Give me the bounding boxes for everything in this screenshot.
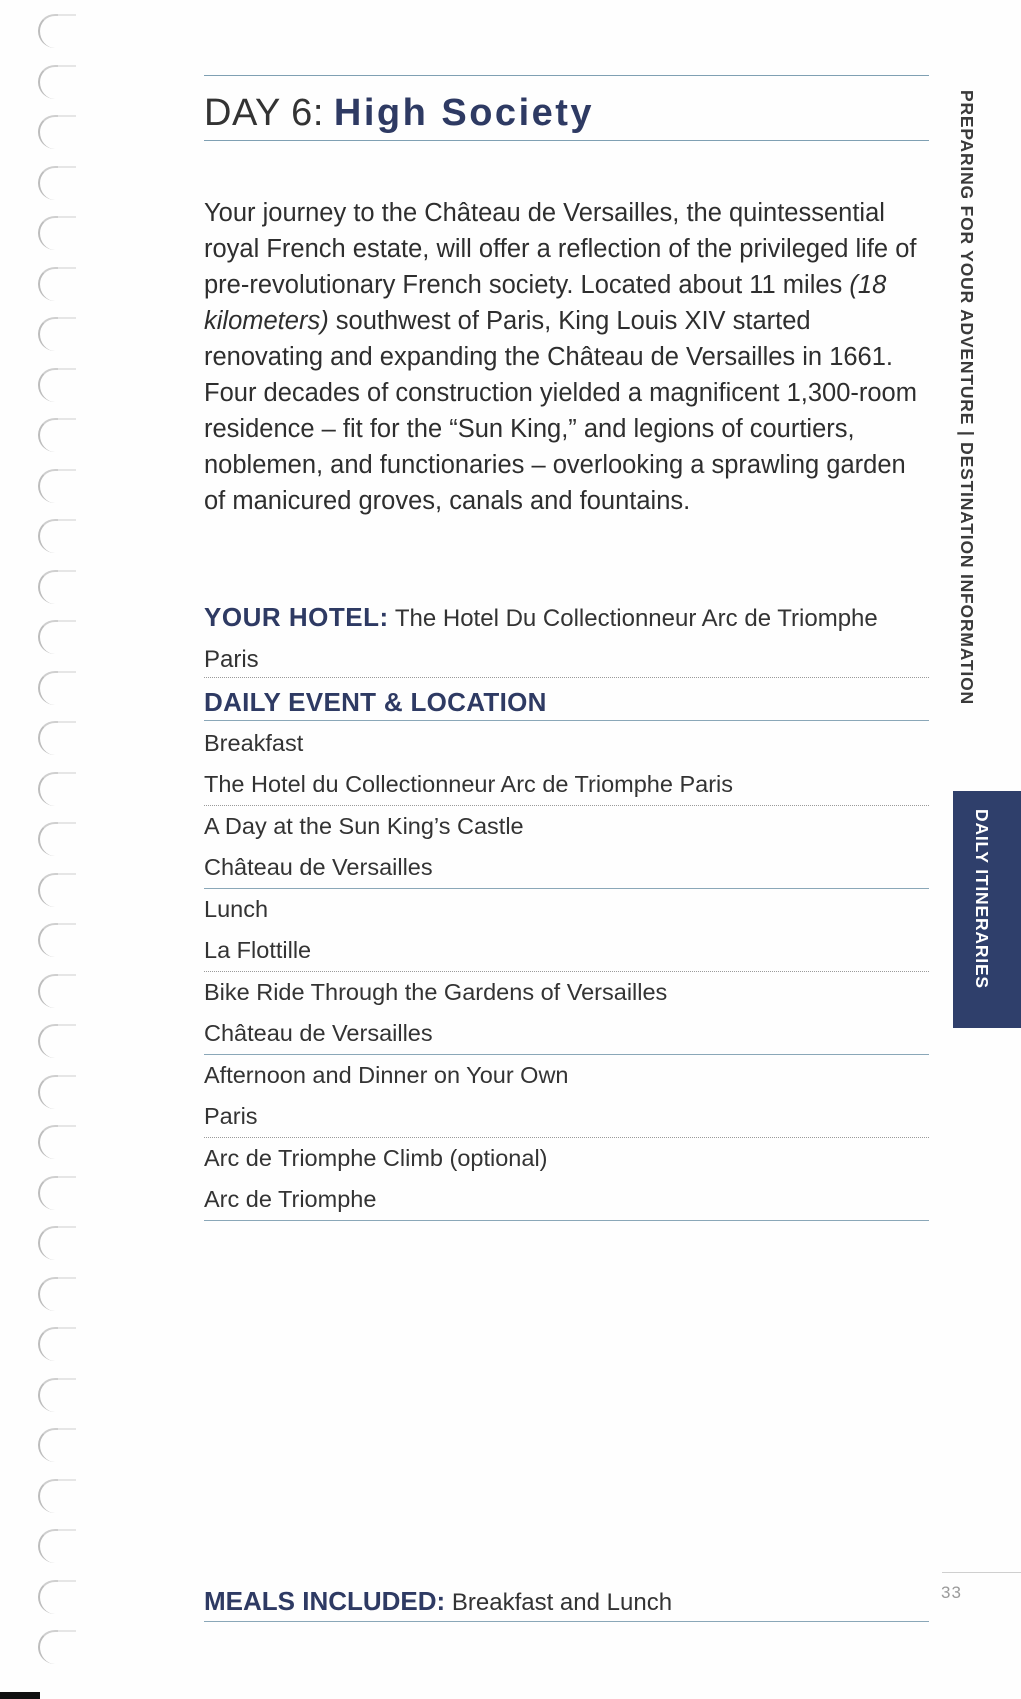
binding-hole: [38, 923, 74, 957]
intro-italic: (18 kilometers): [204, 271, 887, 335]
page-number-rule: [942, 1572, 1021, 1573]
hotel-label: YOUR HOTEL:: [204, 602, 389, 632]
binding-hole: [38, 216, 74, 250]
day-title: High Society: [333, 92, 595, 134]
event-location: La Flottille: [204, 937, 312, 963]
meals-included: [204, 1583, 672, 1621]
binding-hole: [38, 166, 74, 200]
binding-hole: [38, 570, 74, 604]
side-nav-sections[interactable]: PREPARING FOR YOUR ADVENTURE | DESTINATION INFORMATION: [957, 90, 977, 705]
binding-hole: [38, 469, 74, 503]
intro-paragraph: [204, 195, 924, 519]
top-rule: [204, 75, 929, 76]
page-number: 33: [941, 1583, 962, 1602]
events-heading-rule: [204, 720, 929, 721]
binding-hole: [38, 671, 74, 705]
binding-hole: [38, 519, 74, 553]
binding-hole: [38, 267, 74, 301]
binding-hole: [38, 1024, 74, 1058]
binding-hole: [38, 974, 74, 1008]
binding-hole: [38, 65, 74, 99]
event-location: Arc de Triomphe: [204, 1186, 377, 1212]
intro-text-2: southwest of Paris, King Louis XIV started renovating and expanding the Château de Versailles in 1661. Four decades of construction yielded a magnificent 1,300-room residence – fit for the “Sun King,” and legions of courtiers, noblemen, and functionaries – overlooking a sprawling garden of manicured groves, canals and fountains.: [204, 307, 917, 515]
binding-hole: [38, 1075, 74, 1109]
event-divider: [204, 1054, 929, 1055]
meals-value: Breakfast and Lunch: [445, 1589, 673, 1616]
binding-hole: [38, 1277, 74, 1311]
binding-hole: [38, 1630, 74, 1664]
binding-hole: [38, 1125, 74, 1159]
event-divider: [204, 888, 929, 889]
binding-hole: [38, 620, 74, 654]
event-divider: [204, 1220, 929, 1221]
day-label: DAY 6:: [204, 92, 324, 134]
binding-hole: [38, 721, 74, 755]
event-location: Château de Versailles: [204, 854, 433, 880]
binding-hole: [38, 115, 74, 149]
binding-hole: [38, 14, 74, 48]
event-name: Bike Ride Through the Gardens of Versailles: [204, 979, 668, 1005]
page-title: [204, 88, 594, 138]
event-name: Arc de Triomphe Climb (optional): [204, 1145, 548, 1171]
binding-hole: [38, 772, 74, 806]
intro-text-1: Your journey to the Château de Versailles, the quintessential royal French estate, will offer a reflection of the privileged life of pre-revolutionary French society. Located about 11 miles: [204, 199, 917, 299]
side-nav: [956, 90, 996, 780]
binding-hole: [38, 1428, 74, 1462]
meals-label: MEALS INCLUDED:: [204, 1586, 446, 1616]
event-location: Paris: [204, 1103, 258, 1129]
event-location: Château de Versailles: [204, 1020, 433, 1046]
hotel-value: The Hotel Du Collectionneur Arc de Triomphe Paris: [204, 605, 878, 673]
meals-rule: [204, 1621, 929, 1622]
binding-hole: [38, 1327, 74, 1361]
binding-hole: [38, 368, 74, 402]
event-name: Breakfast: [204, 730, 304, 756]
hotel-info: [204, 597, 929, 680]
event-name: A Day at the Sun King’s Castle: [204, 813, 524, 839]
corner-mark: [0, 1692, 40, 1699]
binding-hole: [38, 873, 74, 907]
events-heading: DAILY EVENT & LOCATION: [204, 687, 547, 717]
spiral-binding: [38, 14, 78, 1694]
event-divider: [204, 805, 929, 806]
binding-hole: [38, 1176, 74, 1210]
event-divider: [204, 1137, 929, 1138]
binding-hole: [38, 1529, 74, 1563]
binding-hole: [38, 822, 74, 856]
tab-daily-itineraries[interactable]: [953, 791, 1021, 1028]
binding-hole: [38, 317, 74, 351]
event-divider: [204, 971, 929, 972]
event-location: The Hotel du Collectionneur Arc de Triomphe Paris: [204, 771, 734, 797]
binding-hole: [38, 1378, 74, 1412]
event-name: Lunch: [204, 896, 269, 922]
tab-daily-itineraries-label: DAILY ITINERARIES: [972, 809, 992, 989]
hotel-rule: [204, 677, 929, 678]
event-name: Afternoon and Dinner on Your Own: [204, 1062, 569, 1088]
binding-hole: [38, 418, 74, 452]
title-rule: [204, 140, 929, 141]
binding-hole: [38, 1479, 74, 1513]
binding-hole: [38, 1580, 74, 1614]
binding-hole: [38, 1226, 74, 1260]
